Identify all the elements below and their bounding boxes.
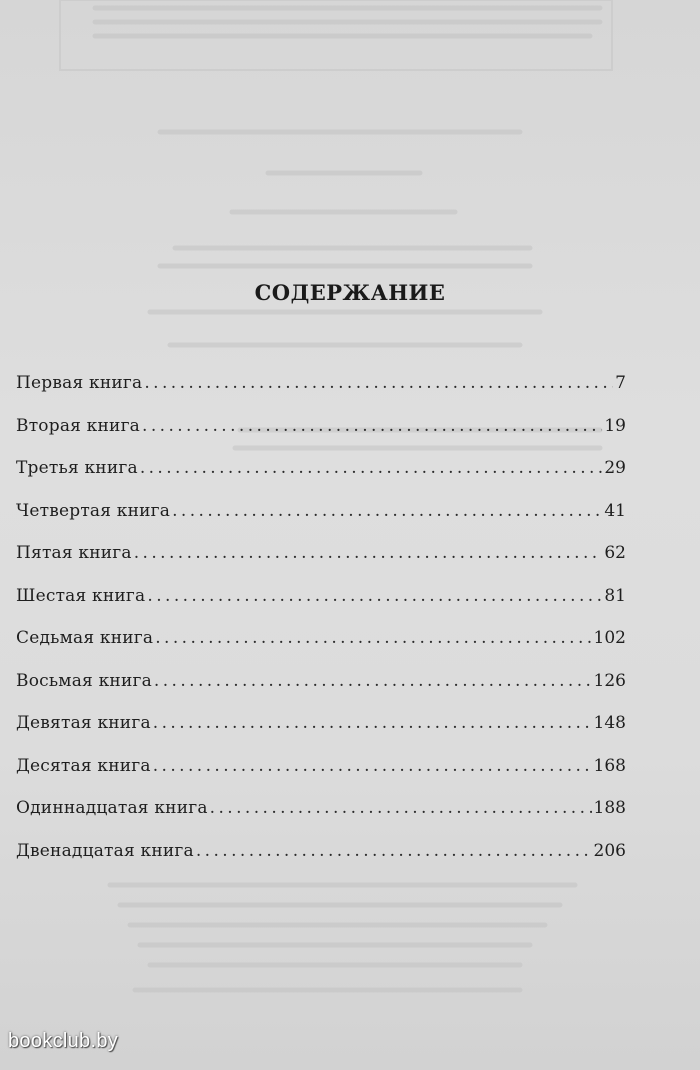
dot-leader (196, 830, 592, 873)
toc-entry-title: Пятая книга (16, 543, 132, 563)
toc-entry-page: 102 (593, 628, 626, 648)
toc-entry-title: Шестая книга (16, 585, 146, 606)
toc-entry (16, 660, 626, 703)
toc-entry-page: 206 (593, 840, 626, 861)
dot-leader (153, 745, 592, 788)
dot-leader (140, 447, 603, 490)
toc-entry-title: Двенадцатая книга (16, 840, 194, 861)
toc-entry-page: 126 (593, 670, 626, 691)
toc-entry (16, 745, 626, 788)
toc-entry (16, 447, 626, 490)
toc-entry (16, 532, 626, 575)
toc-entry-page: 148 (593, 713, 626, 733)
dot-leader (147, 575, 602, 618)
toc-entry (16, 830, 626, 873)
dot-leader (172, 490, 602, 533)
toc-entry (16, 362, 626, 405)
toc-entry-page: 62 (604, 543, 626, 563)
toc-entry-page: 7 (615, 373, 626, 393)
toc-entry-title: Седьмая книга (16, 628, 154, 648)
toc-entry-page: 19 (604, 415, 626, 436)
toc-entry (16, 702, 626, 745)
dot-leader (154, 660, 592, 703)
toc-entry (16, 787, 626, 830)
dot-leader (153, 702, 592, 745)
toc-entry-title: Вторая книга (16, 415, 141, 436)
dot-leader (144, 362, 613, 405)
dot-leader (155, 617, 591, 660)
page-title: СОДЕРЖАНИЕ (254, 280, 446, 305)
toc-entry-title: Третья книга (16, 458, 138, 478)
toc-entry-page: 29 (604, 458, 626, 478)
table-of-contents (16, 362, 626, 872)
dot-leader (142, 405, 602, 448)
dot-leader (210, 787, 592, 830)
toc-entry-page: 188 (593, 798, 626, 818)
toc-entry-title: Девятая книга (16, 713, 151, 733)
toc-entry-title: Восьмая книга (16, 670, 152, 691)
toc-entry (16, 575, 626, 618)
toc-entry-page: 41 (604, 500, 626, 521)
toc-entry (16, 617, 626, 660)
toc-entry-page: 81 (604, 585, 626, 606)
toc-entry-page: 168 (593, 755, 626, 776)
toc-entry-title: Одиннадцатая книга (16, 798, 208, 818)
dot-leader (134, 532, 603, 575)
toc-entry-title: Четвертая книга (16, 500, 171, 521)
toc-entry-title: Первая книга (16, 373, 143, 393)
toc-entry (16, 490, 626, 533)
toc-entry-title: Десятая книга (16, 755, 151, 776)
toc-entry (16, 405, 626, 448)
site-watermark: bookclub.by (8, 1030, 119, 1052)
